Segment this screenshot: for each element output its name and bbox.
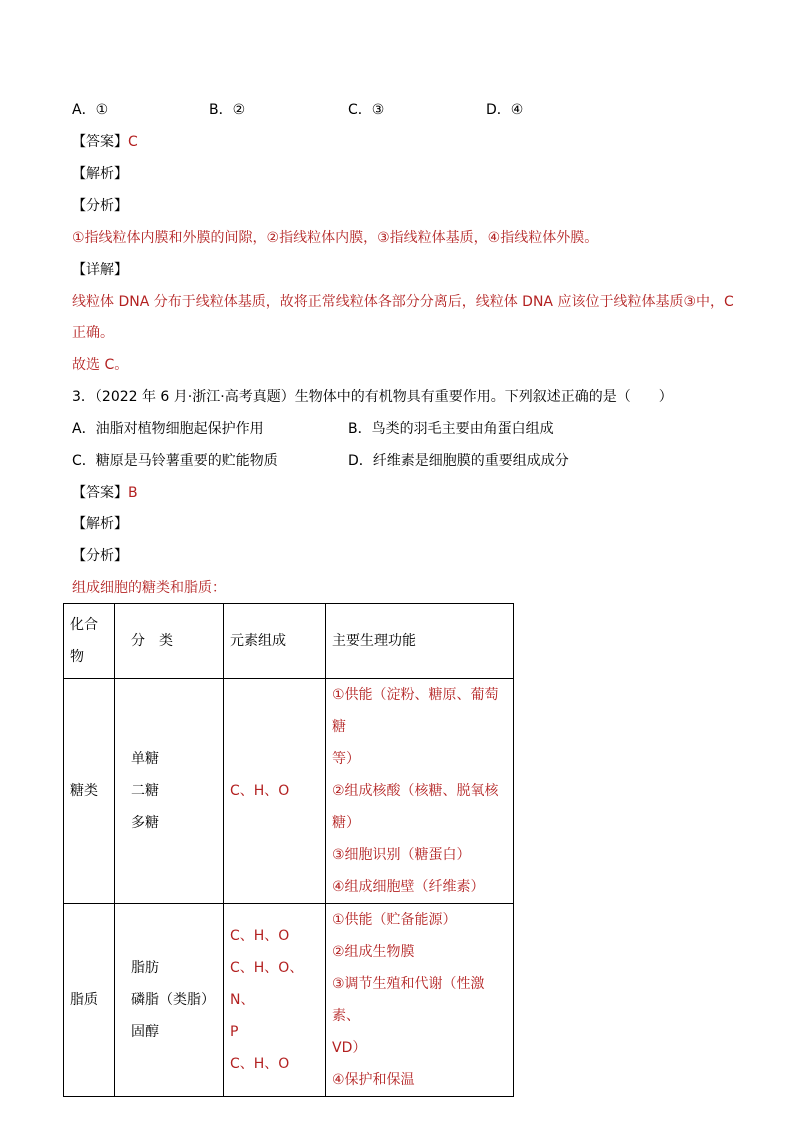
q2-option-d: D．④ (486, 102, 524, 118)
function-item: ④组成细胞壁（纤维素） (332, 879, 485, 895)
table-header-row (64, 604, 514, 679)
q3-option-c: C．糖原是马铃薯重要的贮能物质 (72, 453, 278, 469)
q2-jiexi-tag: 【解析】 (72, 166, 128, 182)
function-item: ④保护和保温 (332, 1072, 415, 1088)
element-item: C、H、O (230, 1056, 290, 1072)
element-item: C、H、O、N、 (230, 960, 304, 1008)
q2-xiangjie-tag: 【详解】 (72, 262, 128, 278)
header-functions: 主要生理功能 (326, 604, 514, 679)
q3-option-b: B．鸟类的羽毛主要由角蛋白组成 (348, 421, 554, 437)
row-compound: 脂质 (64, 904, 115, 1097)
q2-conclusion: 故选 C。 (72, 357, 129, 373)
answer-tag: 【答案】 (72, 485, 128, 501)
row-classes (115, 904, 224, 1097)
class-item: 脂肪 (131, 960, 159, 976)
q3-table-intro: 组成细胞的糖类和脂质： (72, 580, 226, 596)
header-class: 分 类 (115, 604, 224, 679)
sugar-lipid-table (63, 603, 514, 1097)
table-row (64, 904, 514, 1097)
row-functions (326, 904, 514, 1097)
row-elements (224, 904, 326, 1097)
q2-option-b: B．② (209, 102, 246, 118)
q3-jiexi-tag: 【解析】 (72, 516, 128, 532)
q3-option-d: D．纤维素是细胞膜的重要组成成分 (348, 453, 569, 469)
q3-option-a: A．油脂对植物细胞起保护作用 (72, 421, 264, 437)
row-compound: 糖类 (64, 679, 115, 904)
element-item: C、H、O (230, 783, 290, 799)
q2-option-a: A．① (72, 102, 109, 118)
class-item: 磷脂（类脂） (131, 992, 215, 1008)
class-item: 固醇 (131, 1024, 159, 1040)
element-item: P (230, 1024, 239, 1040)
row-elements (224, 679, 326, 904)
q3-fenxi-tag: 【分析】 (72, 548, 128, 564)
function-item: ②组成生物膜 (332, 944, 415, 960)
q3-stem: 3．（2022 年 6 月·浙江·高考真题）生物体中的有机物具有重要作用。下列叙述正确的是（ ） (72, 389, 673, 405)
q3-answer-line (72, 483, 138, 503)
header-elements: 元素组成 (224, 604, 326, 679)
function-item: ①供能（淀粉、糖原、葡萄糖 (332, 687, 499, 735)
function-item: ③调节生殖和代谢（性激素、 (332, 976, 485, 1024)
class-item: 二糖 (131, 783, 159, 799)
function-item: 等） (332, 751, 360, 767)
class-item: 单糖 (131, 751, 159, 767)
q2-fenxi-tag: 【分析】 (72, 198, 128, 214)
q2-xiangjie-line2: 正确。 (72, 325, 114, 341)
answer-tag: 【答案】 (72, 134, 128, 150)
q2-answer-line (72, 132, 138, 152)
class-item: 多糖 (131, 815, 159, 831)
function-item: ②组成核酸（核糖、脱氧核糖） (332, 783, 499, 831)
q2-option-c: C．③ (348, 102, 385, 118)
row-functions (326, 679, 514, 904)
answer-value: C (128, 134, 138, 150)
q2-fenxi-text: ①指线粒体内膜和外膜的间隙，②指线粒体内膜，③指线粒体基质，④指线粒体外膜。 (72, 230, 599, 246)
function-item: VD） (332, 1040, 367, 1056)
answer-value: B (128, 485, 138, 501)
header-compound-line1: 化合 (70, 617, 98, 633)
q2-xiangjie-line1: 线粒体 DNA 分布于线粒体基质，故将正常线粒体各部分分离后，线粒体 DNA 应该位于线粒体基质③中，C (72, 294, 734, 310)
header-compound (64, 604, 115, 679)
function-item: ③细胞识别（糖蛋白） (332, 847, 471, 863)
element-item: C、H、O (230, 928, 290, 944)
table-row (64, 679, 514, 904)
header-compound-line2: 物 (70, 649, 84, 665)
function-item: ①供能（贮备能源） (332, 912, 457, 928)
row-classes (115, 679, 224, 904)
